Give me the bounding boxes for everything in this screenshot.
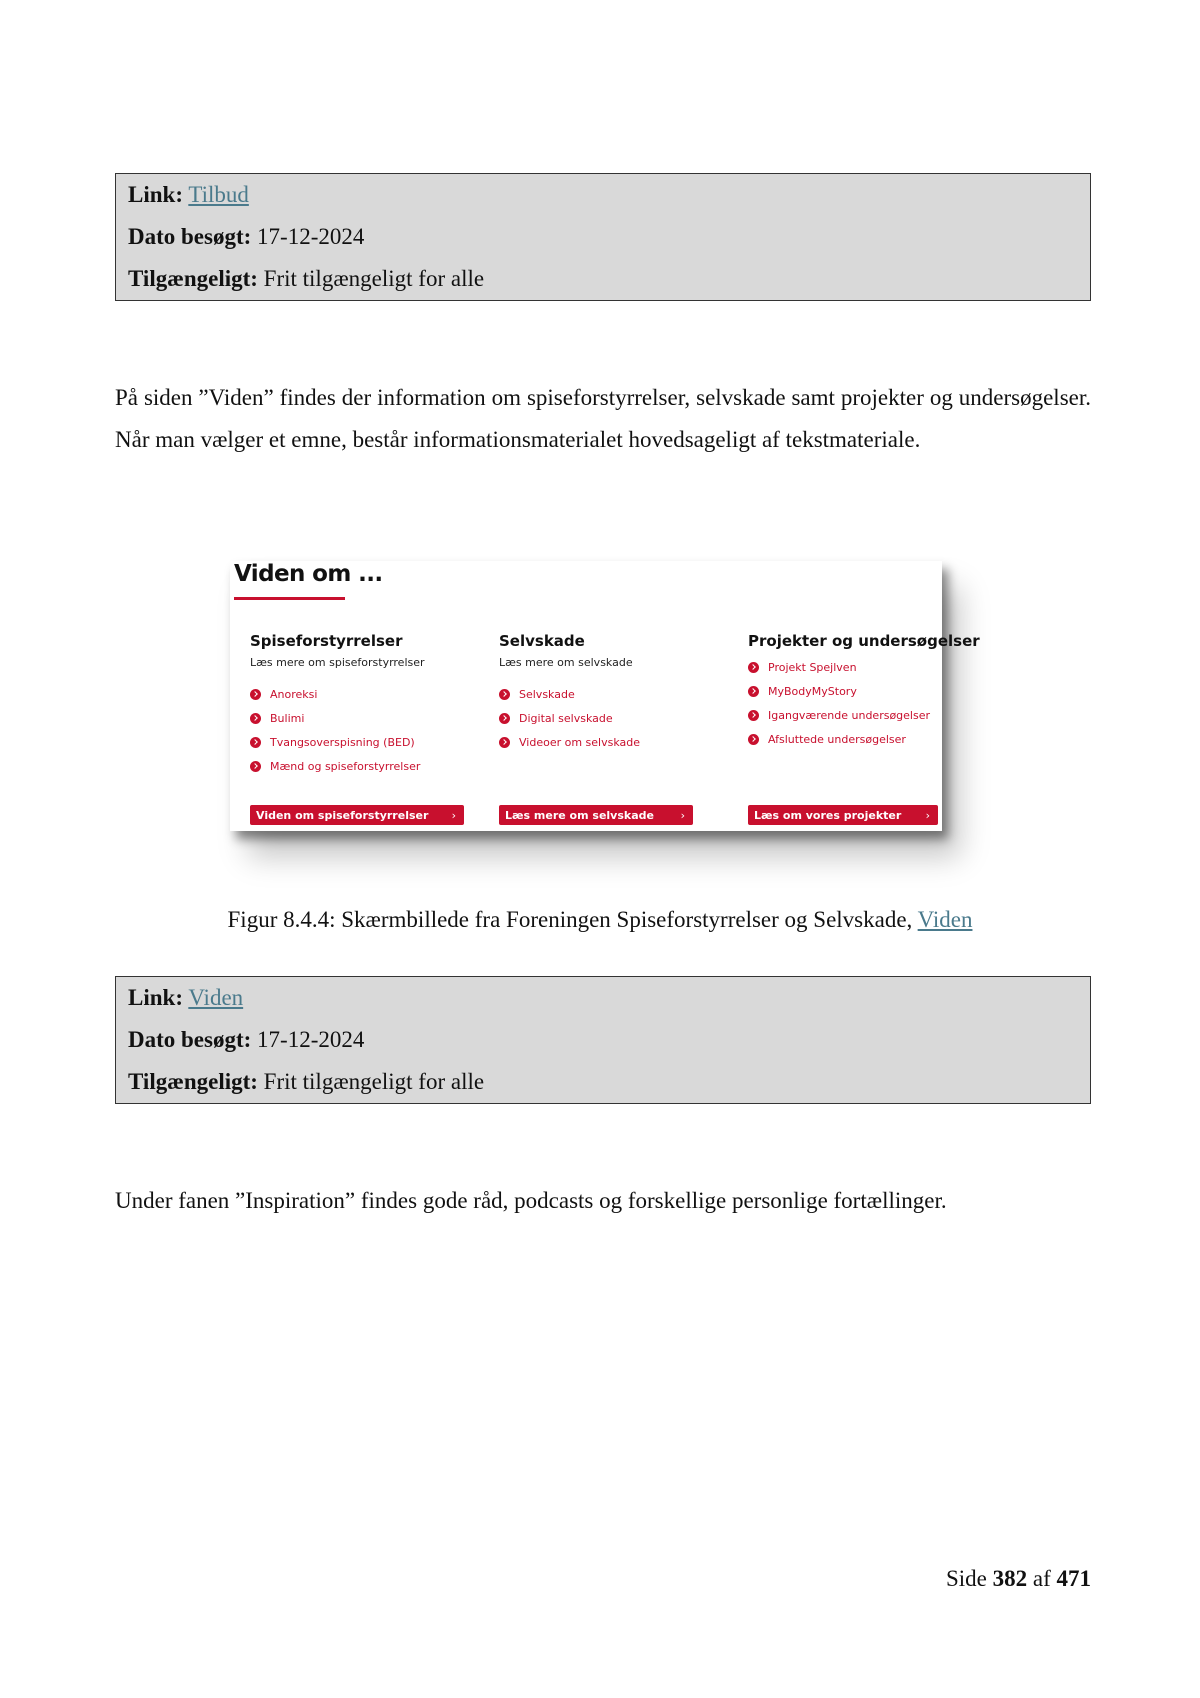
arrow-circle-icon <box>748 662 759 673</box>
arrow-circle-icon <box>250 761 261 772</box>
item-label: Afsluttede undersøgelser <box>768 732 906 746</box>
viden-om-spiseforstyrrelser-button[interactable] <box>250 805 464 825</box>
arrow-circle-icon <box>748 734 759 745</box>
title-underline <box>234 597 345 600</box>
arrow-circle-icon <box>499 689 510 700</box>
date-label: Dato besøgt: <box>128 1027 252 1052</box>
date-row <box>128 216 1078 258</box>
arrow-circle-icon <box>499 713 510 724</box>
footer-mid: af <box>1032 1566 1051 1591</box>
list-item[interactable] <box>499 682 739 706</box>
caption-text: Figur 8.4.4: Skærmbillede fra Foreningen Spiseforstyrrelser og Selvskade, <box>227 907 918 932</box>
item-label: Igangværende undersøgelser <box>768 708 931 722</box>
access-value: Frit tilgængeligt for alle <box>263 1069 485 1094</box>
access-value: Frit tilgængeligt for alle <box>263 266 485 291</box>
link-label: Link: <box>128 985 183 1010</box>
caption-link-viden[interactable]: Viden <box>917 907 973 932</box>
column-selvskade <box>499 631 739 754</box>
date-value: 17-12-2024 <box>257 1027 365 1052</box>
list-item[interactable] <box>250 682 490 706</box>
footer-prefix: Side <box>945 1566 987 1591</box>
arrow-circle-icon <box>748 686 759 697</box>
body-paragraph: På siden ”Viden” findes der information om spiseforstyrrelser, selvskade samt projekter og undersøgelser. Når man vælger et emne, består informationsmaterialet hovedsageligt af tekstmateriale. <box>115 385 1091 452</box>
column-title: Projekter og undersøgelser <box>748 632 980 650</box>
laes-om-vores-projekter-button[interactable] <box>748 805 938 825</box>
access-label: Tilgængeligt: <box>128 266 258 291</box>
link-row <box>128 977 1078 1019</box>
arrow-circle-icon <box>250 713 261 724</box>
list-item[interactable] <box>748 703 988 727</box>
date-value: 17-12-2024 <box>257 224 365 249</box>
link-label: Link: <box>128 182 183 207</box>
list-item[interactable] <box>748 679 988 703</box>
item-label: Tvangsoverspisning (BED) <box>270 735 415 749</box>
list-item[interactable] <box>250 706 490 730</box>
column-subtitle: Læs mere om spiseforstyrrelser <box>250 656 425 669</box>
screenshot-title: Viden om ... <box>234 561 383 587</box>
item-label: Mænd og spiseforstyrrelser <box>270 759 421 773</box>
list-item[interactable] <box>250 754 490 778</box>
access-row <box>128 1061 1078 1103</box>
column-spiseforstyrrelser <box>250 631 490 778</box>
button-label: Læs om vores projekter <box>754 808 902 822</box>
item-label: Selvskade <box>519 687 575 701</box>
page-number: 382 <box>992 1566 1028 1591</box>
page-total: 471 <box>1056 1566 1091 1591</box>
embedded-screenshot <box>230 561 980 831</box>
body-paragraph: Under fanen ”Inspiration” findes gode råd, podcasts og forskellige personlige fortællinger. <box>115 1188 947 1213</box>
item-label: Projekt Spejlven <box>768 660 857 674</box>
column-title: Spiseforstyrrelser <box>250 632 403 650</box>
button-label: Viden om spiseforstyrrelser <box>256 808 429 822</box>
arrow-circle-icon <box>250 689 261 700</box>
column-projekter <box>748 631 988 751</box>
chevron-right-icon: › <box>451 808 456 822</box>
item-label: MyBodyMyStory <box>768 684 857 698</box>
chevron-right-icon: › <box>925 808 930 822</box>
link-row <box>128 174 1078 216</box>
item-label: Digital selvskade <box>519 711 613 725</box>
arrow-circle-icon <box>250 737 261 748</box>
date-label: Dato besøgt: <box>128 224 252 249</box>
access-label: Tilgængeligt: <box>128 1069 258 1094</box>
link-tilbud[interactable]: Tilbud <box>188 182 249 207</box>
item-label: Bulimi <box>270 711 305 725</box>
button-label: Læs mere om selvskade <box>505 808 654 822</box>
column-title: Selvskade <box>499 632 585 650</box>
list-item[interactable] <box>748 655 988 679</box>
figure-caption <box>0 902 1200 938</box>
access-row <box>128 258 1078 300</box>
list-item[interactable] <box>499 706 739 730</box>
column-subtitle: Læs mere om selvskade <box>499 656 633 669</box>
link-viden[interactable]: Viden <box>188 985 244 1010</box>
page-footer <box>946 1561 1091 1597</box>
info-box-tilbud <box>115 173 1091 301</box>
list-item[interactable] <box>250 730 490 754</box>
list-item[interactable] <box>499 730 739 754</box>
list-item[interactable] <box>748 727 988 751</box>
screenshot-panel <box>230 561 980 831</box>
item-label: Anoreksi <box>270 687 318 701</box>
date-row <box>128 1019 1078 1061</box>
laes-mere-om-selvskade-button[interactable] <box>499 805 693 825</box>
arrow-circle-icon <box>499 737 510 748</box>
chevron-right-icon: › <box>680 808 685 822</box>
item-label: Videoer om selvskade <box>519 735 641 749</box>
arrow-circle-icon <box>748 710 759 721</box>
info-box-viden <box>115 976 1091 1104</box>
